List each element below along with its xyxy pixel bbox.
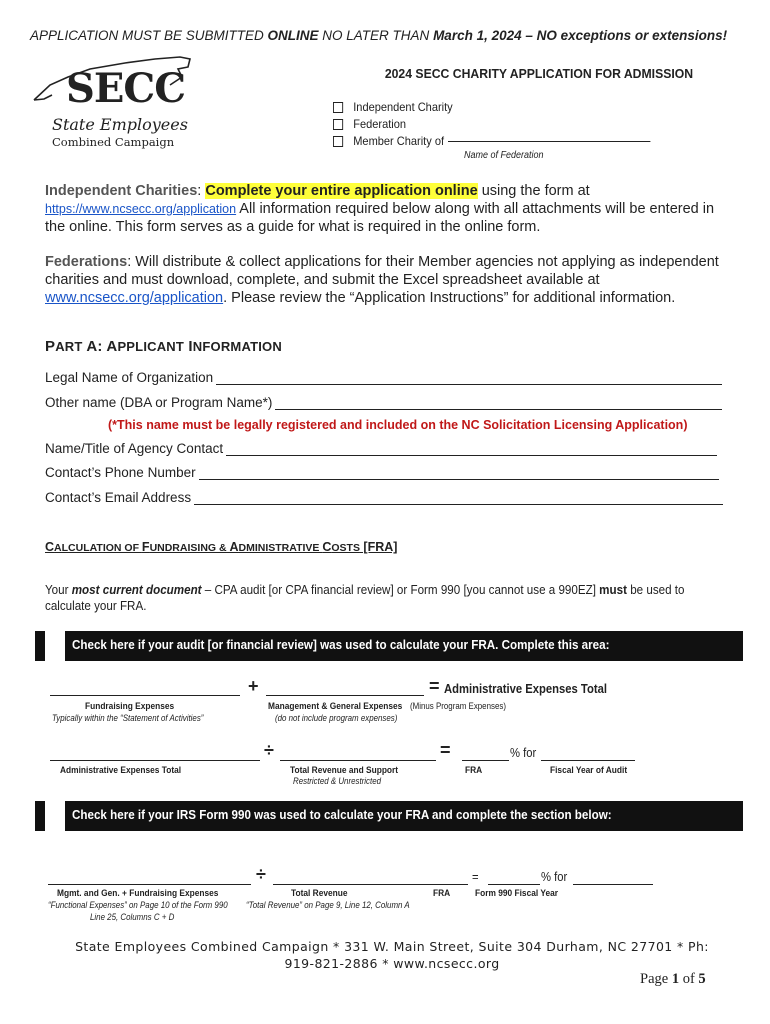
application-link[interactable]: https://www.ncsecc.org/application bbox=[45, 202, 237, 216]
option-federation[interactable]: Federation bbox=[333, 116, 650, 133]
checkbox[interactable] bbox=[333, 119, 343, 130]
logo-script: State Employees bbox=[52, 115, 188, 134]
total-revenue-field[interactable] bbox=[280, 760, 436, 761]
form990-formula: ÷ = % for Mgmt. and Gen. + Fundraising Expenses “Functional Expenses” on Page 10 of the Form 990 Line 25, Columns C + D Total Revenue “Total Revenue” on Page 9, Line 12, Column A FRA Form 990 Fiscal Year bbox=[0, 860, 770, 930]
legal-registration-note: (*This name must be legally registered and included on the NC Solicitation Licensing Application) bbox=[108, 418, 688, 432]
mgmt-expenses-field[interactable] bbox=[266, 695, 424, 696]
fra-intro: Your most current document – CPA audit [or CPA financial review] or Form 990 [you cannot use a 990EZ] must be used to calculate your FRA. bbox=[45, 583, 685, 613]
fra-field[interactable] bbox=[462, 760, 509, 761]
submission-notice: APPLICATION MUST BE SUBMITTED ONLINE NO LATER THAN March 1, 2024 – NO exceptions or extensions! bbox=[30, 28, 728, 43]
contact-phone-field[interactable]: Contact’s Phone Number bbox=[45, 465, 719, 480]
application-link-2[interactable]: www.ncsecc.org/application bbox=[45, 290, 224, 306]
other-name-field[interactable]: Other name (DBA or Program Name*) bbox=[45, 395, 722, 410]
admin-total-field[interactable] bbox=[50, 760, 260, 761]
fra-heading: CALCULATION OF FUNDRAISING & ADMINISTRATIVE COSTS [FRA] bbox=[45, 540, 398, 554]
federation-name-field[interactable] bbox=[448, 141, 650, 142]
audit-checkbox[interactable] bbox=[45, 631, 65, 661]
form990-total-revenue-field[interactable] bbox=[273, 884, 468, 885]
logo-word: SECC bbox=[66, 65, 186, 112]
form990-fiscal-year-field[interactable] bbox=[573, 884, 653, 885]
option-independent[interactable]: Independent Charity bbox=[333, 99, 650, 116]
mgmt-fundraising-field[interactable] bbox=[48, 884, 251, 885]
fundraising-expenses-field[interactable] bbox=[50, 695, 240, 696]
page-number: Page 1 of 5 bbox=[640, 971, 706, 987]
audit-formula: + = Administrative Expenses Total Fundraising Expenses Typically within the “Statement of Activities” Management & General Expenses (Minus Program Expenses) (do not include program expenses) ÷ = % for Administrative Expenses Total Total Revenue and Support Restricted & Unrestricted FRA Fiscal Year of Audit bbox=[0, 670, 770, 780]
logo-subline: Combined Campaign bbox=[52, 135, 175, 149]
fiscal-year-field[interactable] bbox=[541, 760, 635, 761]
form990-checkbox-bar[interactable]: Check here if your IRS Form 990 was used to calculate your FRA and complete the section below: bbox=[35, 801, 743, 831]
contact-email-field[interactable]: Contact’s Email Address bbox=[45, 490, 723, 505]
federation-caption: Name of Federation bbox=[464, 150, 544, 161]
footer-address: State Employees Combined Campaign * 331 W. Main Street, Suite 304 Durham, NC 27701 * Ph: 919-821-2886 * www.ncsecc.org bbox=[75, 939, 709, 971]
secc-logo bbox=[30, 55, 200, 150]
form990-fra-field[interactable] bbox=[488, 884, 540, 885]
applicant-type-options bbox=[333, 99, 650, 150]
application-title: 2024 SECC CHARITY APPLICATION FOR ADMISSION bbox=[384, 66, 694, 81]
option-member-charity[interactable]: Member Charity of bbox=[333, 133, 650, 150]
legal-name-field[interactable]: Legal Name of Organization bbox=[45, 370, 722, 385]
part-a-heading: PART A: APPLICANT INFORMATION bbox=[45, 338, 282, 355]
checkbox[interactable] bbox=[333, 102, 343, 113]
form990-checkbox[interactable] bbox=[45, 801, 65, 831]
federations-paragraph: Federations: Will distribute & collect applications for their Member agencies not applying as independent charities and must download, complete, and submit the Excel spreadsheet available at www.ncsecc.org/application. Please review the “Application Instructions” for additional information. bbox=[45, 254, 719, 306]
audit-checkbox-bar[interactable]: Check here if your audit [or financial review] was used to calculate your FRA. Complete this area: bbox=[35, 631, 743, 661]
contact-name-field[interactable]: Name/Title of Agency Contact bbox=[45, 441, 717, 456]
checkbox[interactable] bbox=[333, 136, 343, 147]
independent-paragraph: Independent Charities: Complete your entire application online using the form at https://www.ncsecc.org/application All information required below along with all attachments will be entered in the online. This form serves as a guide for what is required in the online form. bbox=[45, 183, 715, 235]
